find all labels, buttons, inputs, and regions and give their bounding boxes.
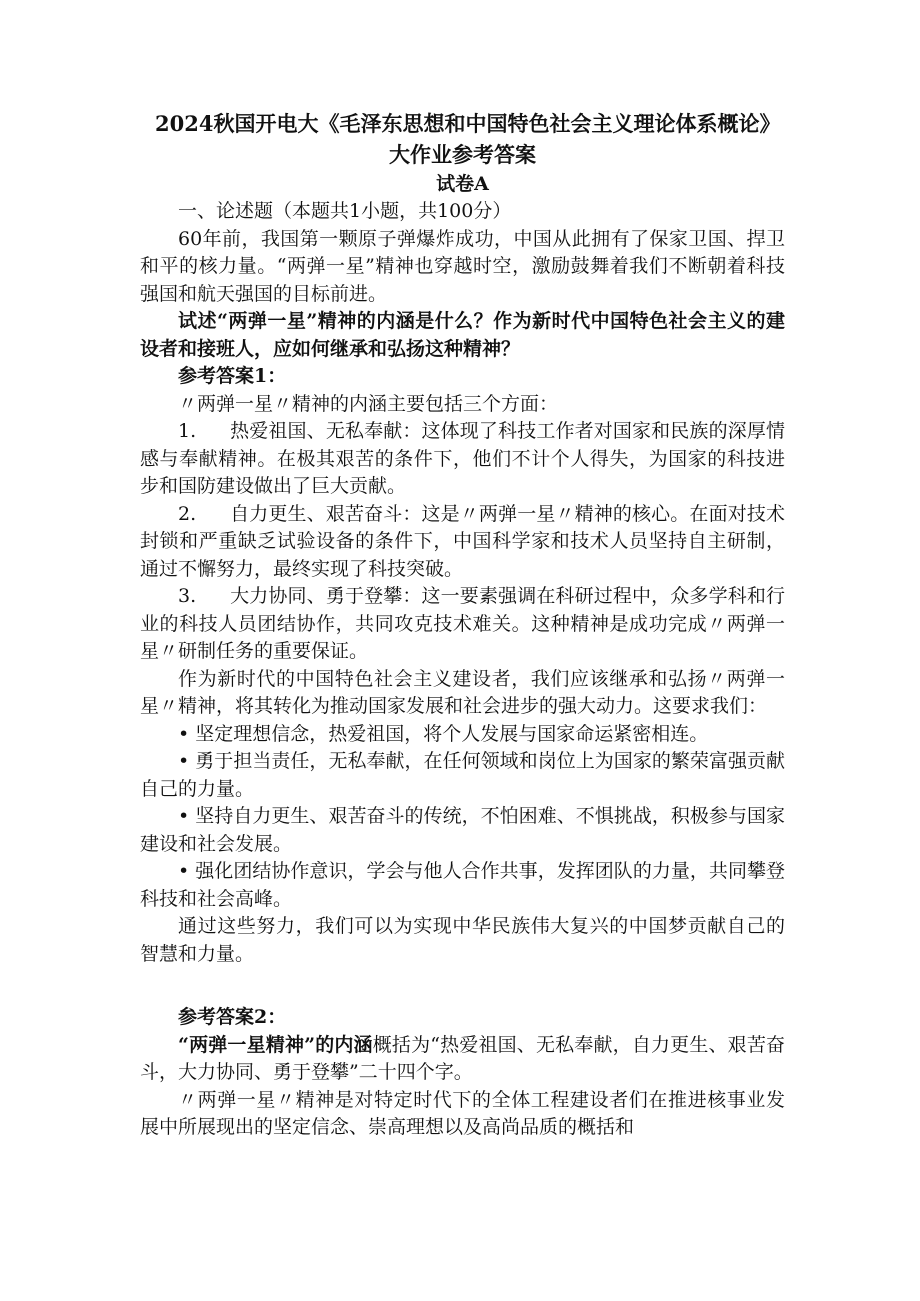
answer1-conclusion: 通过这些努力，我们可以为实现中华民族伟大复兴的中国梦贡献自己的智慧和力量。: [140, 915, 785, 965]
answer2-paragraph-1: [140, 1032, 785, 1087]
bullet-item: • 勇于担当责任，无私奉献，在任何领域和岗位上为国家的繁荣富强贡献自己的力量。: [140, 750, 785, 800]
section-heading: 一、论述题（本题共1小题，共100分）: [178, 200, 512, 222]
point-text: 热爱祖国、无私奉献：这体现了科技工作者对国家和民族的深厚情感与奉献精神。在极其艰苦的条件下，他们不计个人得失，为国家的科技进步和国防建设做出了巨大贡献。: [140, 420, 785, 497]
paper-label: 试卷A: [436, 173, 489, 195]
point-text: 大力协同、勇于登攀：这一要素强调在科研过程中，众多学科和行业的科技人员团结协作，共同攻克技术难关。这种精神是成功完成〃两弹一星〃研制任务的重要保证。: [140, 585, 785, 662]
bullet-item: • 坚定理想信念，热爱祖国，将个人发展与国家命运紧密相连。: [178, 722, 709, 745]
spacer: [140, 968, 785, 1004]
answer1-heading: 参考答案1：: [178, 365, 287, 387]
answer2-definition: 概括为“热爱祖国、无私奉献，自力更生、艰苦奋斗，大力协同、勇于登攀”二十四个字。: [140, 1033, 786, 1083]
point-number: 3.: [178, 585, 197, 607]
answer1-point: [140, 418, 785, 501]
answer1-point: [140, 501, 785, 584]
answer2-paragraph-2: 〃两弹一星〃精神是对特定时代下的全体工程建设者们在推进核事业发展中所展现出的坚定信念、崇高理想以及高尚品质的概括和: [140, 1088, 785, 1138]
answer2-heading: 参考答案2：: [178, 1006, 287, 1028]
answer2-bold-term: “两弹一星精神”的内涵: [178, 1033, 373, 1056]
document-body: [140, 108, 785, 1142]
question-text: 试述“两弹一星”精神的内涵是什么？作为新时代中国特色社会主义的建设者和接班人，应如何继承和弘扬这种精神？: [140, 310, 785, 360]
bullet-item: • 强化团结协作意识，学会与他人合作共事，发挥团队的力量，共同攀登科技和社会高峰。: [140, 860, 785, 910]
point-number: 2.: [178, 502, 197, 525]
bullet-item: • 坚持自力更生、艰苦奋斗的传统，不怕困难、不惧挑战，积极参与国家建设和社会发展。: [140, 805, 785, 855]
point-number: 1.: [178, 420, 197, 442]
point-text: 自力更生、艰苦奋斗：这是〃两弹一星〃精神的核心。在面对技术封锁和严重缺乏试验设备的条件下，中国科学家和技术人员坚持自主研制，通过不懈努力，最终实现了科技突破。: [140, 502, 785, 580]
document-title: 2024秋国开电大《毛泽东思想和中国特色社会主义理论体系概论》大作业参考答案: [155, 111, 770, 167]
answer1-lead: 〃两弹一星〃精神的内涵主要包括三个方面：: [178, 392, 559, 415]
answer1-transition: 作为新时代的中国特色社会主义建设者，我们应该继承和弘扬〃两弹一星〃精神，将其转化为推动国家发展和社会进步的强大动力。这要求我们：: [140, 667, 785, 717]
answer1-point: [140, 583, 785, 666]
intro-paragraph: 60年前，我国第一颗原子弹爆炸成功，中国从此拥有了保家卫国、捍卫和平的核力量。“两弹一星”精神也穿越时空，激励鼓舞着我们不断朝着科技强国和航天强国的目标前进。: [140, 227, 785, 305]
